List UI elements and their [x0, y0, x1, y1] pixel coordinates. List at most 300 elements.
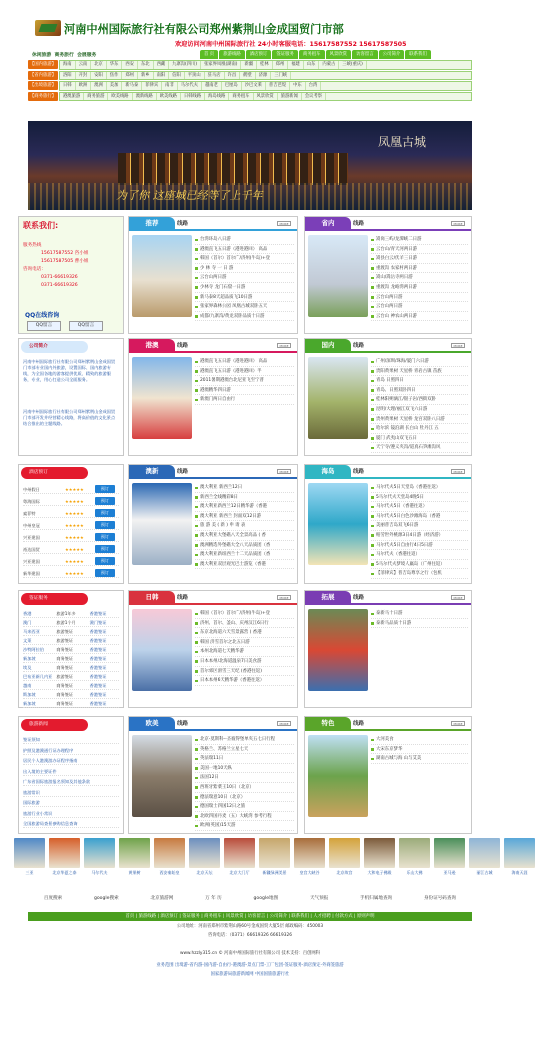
- photo-image: [154, 838, 185, 868]
- more-button[interactable]: MORE: [451, 721, 465, 726]
- route-link[interactable]: 大宋东京梦华: [371, 745, 468, 755]
- quick-link[interactable]: google搜索: [93, 896, 119, 901]
- region-link[interactable]: 新疆: [241, 61, 257, 69]
- news-item[interactable]: 护照及港澳通行证办理程序: [23, 746, 119, 755]
- route-link[interactable]: 天宁寺/遵义夹沟/道真石笋滩沟风: [371, 443, 468, 453]
- nav-scenery[interactable]: 风景欣赏: [326, 50, 352, 59]
- route-link[interactable]: 昆明/大理/丽江双飞六日游: [371, 405, 468, 415]
- route-link[interactable]: 澳大利亚双层观光巴士游览（香港: [195, 560, 294, 570]
- region-link[interactable]: 海南: [60, 61, 76, 69]
- photo-thumb[interactable]: [84, 838, 115, 878]
- route-link[interactable]: 旅 游 美 ( 新 ) 申 请 表: [195, 521, 294, 531]
- region-link[interactable]: 新乡: [138, 72, 154, 80]
- route-link[interactable]: 马尔代夫5日（香港往返）: [371, 502, 468, 512]
- tag-exhibition: 会展服务: [77, 53, 97, 58]
- visa-category: 香港签证: [89, 656, 107, 661]
- section-photo[interactable]: [132, 483, 192, 565]
- route-link[interactable]: 桂林阳朔漓江/银子岩/西街双卧: [371, 395, 468, 405]
- visa-country: 文莱: [23, 638, 32, 643]
- route-link[interactable]: 嵩山/嵩岳寺两日游: [371, 273, 468, 283]
- route-link[interactable]: 马尔代夫（香港往返）: [371, 550, 468, 560]
- route-link[interactable]: 日本本州6天精华游（香港往返）: [195, 676, 294, 686]
- qq-button-1[interactable]: QQ留言: [27, 321, 61, 331]
- region-link[interactable]: 南非: [162, 82, 178, 90]
- section-subtitle: 线路: [353, 221, 365, 227]
- region-link[interactable]: 云南: [76, 61, 92, 69]
- region-label[interactable]: 【国内旅游】: [29, 62, 57, 67]
- route-link[interactable]: 马尔代夫5日天堂岛（香港往返）: [371, 483, 468, 493]
- region-label[interactable]: 【出境旅游】: [29, 83, 57, 89]
- region-link[interactable]: 日韩: [60, 82, 76, 90]
- region-row: [28, 92, 472, 102]
- route-link[interactable]: 贵阳黄果树 天星桥 青岩古镇 苗族: [371, 367, 468, 377]
- hotel-book-button[interactable]: 预订: [95, 485, 115, 493]
- hotel-name[interactable]: 新华建国: [23, 571, 40, 576]
- photo-thumb[interactable]: [469, 838, 500, 878]
- route-link[interactable]: 湖南古城与海 山与艾美: [371, 754, 468, 764]
- route-link[interactable]: 北京-莫斯科--圣彼得堡单夹五七日行程: [195, 735, 294, 745]
- footer-nav[interactable]: 首页 | 旅游线路 | 酒店预订 | 签证服务 | 商务租车 | 风景欣赏 | 访客留言 | 公司简介 | 联系我们 | 人才招聘 | 付款方式 | 原则声明: [28, 912, 472, 921]
- route-link[interactable]: 成都/九寨沟/黄龙双卧品质十日游: [195, 312, 294, 322]
- hotel-stars: ★★★★★: [65, 535, 84, 540]
- photo-thumb[interactable]: [364, 838, 395, 878]
- route-link[interactable]: 少林寺 龙门石窟一日游: [195, 283, 294, 293]
- region-link[interactable]: 旅游新闻: [278, 93, 302, 101]
- region-link[interactable]: 三门峡: [271, 72, 291, 80]
- route-link[interactable]: 西班牙紫菜王10日（北京）: [195, 783, 294, 793]
- photo-thumb[interactable]: [504, 838, 535, 878]
- visa-category: 香港签证: [89, 683, 107, 688]
- region-link[interactable]: 驻马店: [205, 72, 225, 80]
- region-label[interactable]: 【省内旅游】: [29, 72, 57, 78]
- section-tab[interactable]: [305, 217, 351, 230]
- contact-box: [18, 216, 124, 334]
- route-link[interactable]: 韩国（首尔）首尔广/济州(牛岛)+登: [195, 609, 294, 619]
- region-link[interactable]: 三峡(重庆): [339, 61, 367, 69]
- region-link[interactable]: 澳新线路: [133, 93, 157, 101]
- route-link[interactable]: 帕劳世外桃源3日4日游（经济游）: [371, 531, 468, 541]
- region-link[interactable]: 台湾: [306, 82, 322, 90]
- section-tab[interactable]: [305, 717, 351, 730]
- route-link[interactable]: 澳大利亚 新西兰12日: [195, 483, 294, 493]
- route-link[interactable]: 美丽普吉岛双飞6日游: [371, 521, 468, 531]
- banner[interactable]: [28, 121, 472, 210]
- route-link[interactable]: 新马泰8天超品质飞10日游: [195, 293, 294, 303]
- route-link[interactable]: 【菲律宾】普吉岛尊享之行（包机: [371, 569, 468, 579]
- region-link[interactable]: 洛阳: [60, 72, 76, 80]
- section-photo[interactable]: [308, 357, 368, 439]
- photo-thumb[interactable]: [154, 838, 185, 878]
- quick-link[interactable]: 身份证号码查询: [423, 896, 457, 901]
- contact-title: 联系我们:: [23, 221, 59, 230]
- hotel-book-button[interactable]: 预订: [95, 509, 115, 517]
- section-photo[interactable]: [308, 735, 368, 817]
- region-link[interactable]: 会议考察: [302, 93, 326, 101]
- route-link[interactable]: 首尔郊区滑雪三天纪 (香港往返): [195, 667, 294, 677]
- route-link[interactable]: 云台山 神农山两日游: [371, 312, 468, 322]
- more-button[interactable]: MORE: [451, 343, 465, 348]
- visa-row[interactable]: [23, 645, 119, 654]
- route-link[interactable]: 重渡沟 农家村两日游: [371, 264, 468, 274]
- more-button[interactable]: MORE: [277, 595, 291, 600]
- main-nav: [200, 50, 431, 59]
- region-link[interactable]: 风景欣赏: [254, 93, 278, 101]
- nav-about[interactable]: 公司简介: [379, 50, 405, 59]
- hotel-name[interactable]: 中州假日: [23, 487, 40, 492]
- route-link[interactable]: 德法瑞意10日（北京）: [195, 793, 294, 803]
- hotel-book-button[interactable]: 预订: [95, 545, 115, 553]
- more-button[interactable]: MORE: [277, 221, 291, 226]
- visa-row[interactable]: [23, 690, 119, 699]
- region-link[interactable]: 巴厘岛: [222, 82, 242, 90]
- photo-image: [504, 838, 535, 868]
- route-link[interactable]: 韩国（首尔）首尔广/济州(牛岛)+登: [195, 254, 294, 264]
- hotline-text: 欢迎访问河南中州国际旅行社 24小时客服电话：15617587552 15617587505: [175, 41, 407, 48]
- route-link[interactable]: 5马尔代夫天堂岛4晚5日: [371, 493, 468, 503]
- section-tab[interactable]: [305, 339, 351, 352]
- route-link[interactable]: 嵩岗三屿/龙潭峡二日游: [371, 235, 468, 245]
- section-photo[interactable]: [308, 235, 368, 317]
- more-button[interactable]: MORE: [451, 469, 465, 474]
- route-link[interactable]: 港澳直飞五日游（港进港回） 高品: [195, 357, 294, 367]
- section-tab[interactable]: [305, 465, 351, 478]
- route-link[interactable]: 德国瑞士四国12日之旅: [195, 802, 294, 812]
- route-link[interactable]: 港澳直飞五日游（港进港回） 高品: [195, 245, 294, 255]
- photo-thumb[interactable]: [189, 838, 220, 878]
- hotel-book-button[interactable]: 预订: [95, 569, 115, 577]
- hotel-book-button[interactable]: 预订: [95, 557, 115, 565]
- visa-country: 新加坡: [23, 656, 36, 661]
- hotel-name[interactable]: 粤海国际: [23, 499, 40, 504]
- more-button[interactable]: MORE: [451, 221, 465, 226]
- section-photo[interactable]: [132, 357, 192, 439]
- route-link[interactable]: 贵州黄果树 天星桥 龙宫双卧八日游: [371, 415, 468, 425]
- visa-category: 澳门签证: [89, 620, 107, 625]
- region-link[interactable]: 澳洲: [91, 82, 107, 90]
- region-link[interactable]: 美加: [107, 82, 123, 90]
- route-link[interactable]: 马尔代夫5日白色沙滩海岛（香港: [371, 512, 468, 522]
- region-link[interactable]: 九寨沟(四川): [169, 61, 201, 69]
- region-menu: [28, 60, 472, 120]
- nav-visa[interactable]: 签证服务: [272, 50, 298, 59]
- quick-link[interactable]: 北京旅游网: [150, 896, 174, 901]
- region-link[interactable]: 华东: [107, 61, 123, 69]
- visa-row[interactable]: [23, 654, 119, 663]
- route-link[interactable]: 日本本州/北海道温泉7日美食游: [195, 657, 294, 667]
- route-link[interactable]: 新澳门两日自由行: [195, 395, 294, 405]
- route-link[interactable]: 澳洲精选外堡礁大全八天品质团（香: [195, 541, 294, 551]
- route-link[interactable]: 英法瑞11日: [195, 754, 294, 764]
- visa-type: 旅游1年多: [56, 611, 76, 616]
- banner-slogan: 为了你 这座城已经等了上千年: [116, 189, 263, 202]
- route-link[interactable]: 港澳精华四日游: [195, 386, 294, 396]
- photo-image: [189, 838, 220, 868]
- region-items: [59, 60, 472, 70]
- visa-title: 签证服务: [21, 593, 88, 605]
- photo-image: [119, 838, 150, 868]
- hotel-row: [23, 557, 119, 566]
- nav-home[interactable]: 首 页: [200, 50, 218, 59]
- visa-row[interactable]: [23, 627, 119, 636]
- region-link[interactable]: 桂林: [257, 61, 273, 69]
- route-link[interactable]: 云台山/青天河两日游: [371, 245, 468, 255]
- region-link[interactable]: 焦作: [107, 72, 123, 80]
- region-link[interactable]: 郑州: [122, 72, 138, 80]
- section-subtitle: 线路: [177, 721, 189, 727]
- hotel-book-button[interactable]: 预订: [95, 533, 115, 541]
- section-subtitle: 线路: [353, 469, 365, 475]
- photo-thumb[interactable]: [119, 838, 150, 878]
- route-link[interactable]: 新西兰全线精彩8日: [195, 493, 294, 503]
- section-ts: [304, 716, 472, 834]
- route-link[interactable]: 广州/深圳/珠海/厦门六日游: [371, 357, 468, 367]
- visa-row[interactable]: [23, 618, 119, 627]
- nav-hotel[interactable]: 酒店预订: [246, 50, 272, 59]
- route-link[interactable]: 云台山两日游: [371, 302, 468, 312]
- region-link[interactable]: 许昌: [225, 72, 241, 80]
- region-link[interactable]: 欧洲: [76, 82, 92, 90]
- region-link[interactable]: 商务旅游: [84, 93, 108, 101]
- region-link[interactable]: 日韩线路: [181, 93, 205, 101]
- route-link[interactable]: 少 林 寺 一 日 游: [195, 264, 294, 274]
- route-link[interactable]: 韩国 济雪首尔之北五日游: [195, 638, 294, 648]
- region-link[interactable]: 济源: [256, 72, 272, 80]
- section-photo[interactable]: [308, 609, 368, 691]
- route-link[interactable]: 东京北海道六天雪景露营 ( 香港: [195, 628, 294, 638]
- region-link[interactable]: 郑州: [273, 61, 289, 69]
- region-link[interactable]: 欧美线路: [108, 93, 132, 101]
- news-item[interactable]: 出入境的主要证件: [23, 767, 119, 776]
- route-link[interactable]: 马尔代夫5日自由行4日5日游: [371, 541, 468, 551]
- qq-button-2[interactable]: QQ留言: [69, 321, 103, 331]
- region-link[interactable]: 港澳旅游: [60, 93, 84, 101]
- intro-title: 公司简介: [21, 341, 88, 353]
- visa-row[interactable]: [23, 699, 119, 708]
- photo-thumb[interactable]: [329, 838, 360, 878]
- section-subtitle: 线路: [353, 343, 365, 349]
- region-label[interactable]: 【商务旅行】: [29, 93, 57, 99]
- route-link[interactable]: 法国12日: [195, 773, 294, 783]
- footer-links[interactable]: 国家旅游局旅游新闻网 中国国旅旅游行社: [210, 972, 290, 977]
- route-link[interactable]: 澳大利亚新纽西兰十二天品质团（香: [195, 550, 294, 560]
- photo-thumb[interactable]: [49, 838, 80, 878]
- region-link[interactable]: 马尔代夫: [178, 82, 202, 90]
- region-link[interactable]: 福建: [288, 61, 304, 69]
- region-row: [28, 71, 472, 81]
- visa-row[interactable]: [23, 681, 119, 690]
- section-rh: [128, 590, 298, 708]
- footer-copyright: www.hzzly315.cn © 河南中州国际旅行社有限公司 技术支持：百创网科: [179, 951, 321, 956]
- visa-row[interactable]: [23, 672, 119, 681]
- route-list: [371, 235, 468, 321]
- quick-link[interactable]: 天气预报: [309, 896, 329, 901]
- photo-caption: 皇宫大峡谷: [299, 870, 320, 875]
- section-tab[interactable]: [129, 339, 175, 352]
- route-link[interactable]: 澳大利亚新西兰12日精华游（香港: [195, 502, 294, 512]
- more-button[interactable]: MORE: [277, 343, 291, 348]
- hotel-title: 酒店预订: [21, 467, 88, 479]
- section-tab[interactable]: [129, 717, 175, 730]
- region-items: [59, 92, 472, 102]
- photo-thumb[interactable]: [434, 838, 465, 878]
- region-link[interactable]: 菲律宾: [142, 82, 162, 90]
- news-item[interactable]: 签证须知: [23, 735, 119, 744]
- news-item[interactable]: 全国旅游局查景参购信息查询: [23, 819, 119, 828]
- section-tz: [304, 590, 472, 708]
- region-link[interactable]: 山东: [304, 61, 320, 69]
- route-link[interactable]: 张家界森林公园 凤凰古城双卧五天: [195, 302, 294, 312]
- visa-row[interactable]: [23, 609, 119, 618]
- region-link[interactable]: 欧美线路: [157, 93, 181, 101]
- route-link[interactable]: 台湾环岛八日游: [195, 235, 294, 245]
- photo-thumb[interactable]: [259, 838, 290, 878]
- section-photo[interactable]: [132, 609, 192, 691]
- route-link[interactable]: 本州北海道七天精华游: [195, 647, 294, 657]
- route-link[interactable]: 济州、首尔、釜山、庆州汉江6日行: [195, 619, 294, 629]
- visa-row[interactable]: [23, 663, 119, 672]
- banner-buildings: [118, 153, 348, 185]
- route-link[interactable]: 英格兰、苏格兰立星七天: [195, 745, 294, 755]
- region-link[interactable]: 西藏: [154, 61, 170, 69]
- section-ax: [128, 464, 298, 584]
- section-tab[interactable]: [129, 465, 175, 478]
- region-link[interactable]: 开封: [76, 72, 92, 80]
- region-link[interactable]: 中东: [290, 82, 306, 90]
- route-link[interactable]: 云台山两日游: [371, 293, 468, 303]
- nav-routes[interactable]: 旅游线路: [219, 50, 245, 59]
- tag-leisure: 休闲旅游: [32, 53, 52, 58]
- route-link[interactable]: 5马尔代夫梦境人赢岛（广州往返）: [371, 560, 468, 570]
- photo-thumb[interactable]: [14, 838, 45, 878]
- more-button[interactable]: MORE: [277, 469, 291, 474]
- photo-thumb[interactable]: [399, 838, 430, 878]
- route-list: [371, 483, 468, 579]
- section-photo[interactable]: [132, 735, 192, 817]
- more-button[interactable]: MORE: [277, 721, 291, 726]
- hotel-stars: ★★★★★: [65, 523, 84, 528]
- quick-link[interactable]: google地图: [253, 896, 279, 901]
- photo-thumb[interactable]: [224, 838, 255, 878]
- photo-thumb[interactable]: [294, 838, 325, 878]
- region-row: [28, 81, 472, 91]
- quick-link[interactable]: 手机归属地查询: [360, 896, 393, 901]
- photo-caption: 丽江古城: [476, 870, 493, 875]
- region-link[interactable]: 海岛线路: [205, 93, 229, 101]
- region-link[interactable]: 南阳: [154, 72, 170, 80]
- section-tab[interactable]: [129, 591, 175, 604]
- hotel-name[interactable]: 裕达国贸: [23, 547, 40, 552]
- section-tab[interactable]: [129, 217, 175, 230]
- section-tab[interactable]: [305, 591, 351, 604]
- hotel-name[interactable]: 兴亚建国: [23, 535, 40, 540]
- region-link[interactable]: 西安: [122, 61, 138, 69]
- region-link[interactable]: 商务租车: [229, 93, 253, 101]
- hotel-name[interactable]: 索菲特: [23, 511, 36, 516]
- hotel-name[interactable]: 中州皇冠: [23, 523, 40, 528]
- news-item[interactable]: 旅游常识: [23, 788, 119, 797]
- route-link[interactable]: 重渡沟 龙峪湾两日游: [371, 283, 468, 293]
- region-link[interactable]: 普吉芭堤: [266, 82, 290, 90]
- section-oz: [128, 716, 298, 834]
- section-photo[interactable]: [308, 483, 368, 565]
- region-link[interactable]: 沙巴文莱: [242, 82, 266, 90]
- route-link[interactable]: 美国一地10天纵: [195, 764, 294, 774]
- hotel-stars: ★★★★★: [65, 547, 84, 552]
- visa-country: 越南: [23, 683, 32, 688]
- region-link[interactable]: 东北: [138, 61, 154, 69]
- section-ga: [128, 338, 298, 456]
- hotel-book-button[interactable]: 预订: [95, 521, 115, 529]
- visa-type: 商务签证: [56, 692, 74, 697]
- route-link[interactable]: 青岛、日照双卧四日: [371, 386, 468, 396]
- route-link[interactable]: 哈尔滨 镜泊湖 长白山 牡丹江 五: [371, 424, 468, 434]
- hotel-name[interactable]: 兴亚建国: [23, 559, 40, 564]
- news-item[interactable]: 居民个人港澳游办证程序指南: [23, 756, 119, 765]
- region-link[interactable]: 信阳: [169, 72, 185, 80]
- visa-country: 新加坡: [23, 701, 36, 706]
- route-link[interactable]: 泰新马十日游: [371, 609, 468, 619]
- photo-image: [224, 838, 255, 868]
- region-link[interactable]: 新马泰: [122, 82, 142, 90]
- visa-category: 香港签证: [89, 701, 107, 706]
- region-link[interactable]: 鹤壁: [240, 72, 256, 80]
- route-link[interactable]: 港澳直飞五日游（港进港回）半: [195, 367, 294, 377]
- route-link[interactable]: 欧洲(英国)15天游: [195, 821, 294, 831]
- hotel-row: [23, 497, 119, 506]
- hotel-stars: ★★★★★: [65, 499, 84, 504]
- nav-car[interactable]: 商务租车: [299, 50, 325, 59]
- hotel-book-button[interactable]: 预订: [95, 497, 115, 505]
- news-box: [18, 716, 124, 834]
- quick-link[interactable]: 万 年 历: [205, 896, 222, 901]
- route-link[interactable]: 澳大利亚大堡礁八天全景高品 ( 香: [195, 531, 294, 541]
- news-item[interactable]: 旅游行业小常识: [23, 809, 119, 818]
- nav-guestbook[interactable]: 访客留言: [352, 50, 378, 59]
- region-link[interactable]: 张家界凤凰(湖南): [201, 61, 241, 69]
- company-logo[interactable]: [35, 20, 61, 36]
- hotel-row: [23, 569, 119, 578]
- intro-text-2: 河南中州国际旅行社有限公司郑州紫荆山金成国贸门市部开发并经营精心线路，将高价值的文化景点结合推出的主题线路。: [23, 409, 116, 426]
- route-link[interactable]: 青岛 日照四日: [371, 376, 468, 386]
- news-item[interactable]: 国际旅游: [23, 798, 119, 807]
- quick-link[interactable]: 百度搜索: [43, 896, 63, 901]
- photo-image: [294, 838, 325, 868]
- region-link[interactable]: 内蒙古: [319, 61, 339, 69]
- route-link[interactable]: 云台山两日游: [195, 273, 294, 283]
- region-link[interactable]: 安阳: [91, 72, 107, 80]
- route-link[interactable]: 厦门 武夷山双飞五日: [371, 434, 468, 444]
- region-link[interactable]: 北京: [91, 61, 107, 69]
- banner-title: 凤凰古城: [378, 135, 427, 149]
- section-photo[interactable]: [132, 235, 192, 317]
- footer-keywords[interactable]: 业务范围 出境游-省内游-国内游-自由行-港澳游-景点门票-工厂包团-签证服务-酒店预定-外商签旅游: [156, 963, 344, 968]
- region-link[interactable]: 越南老: [202, 82, 222, 90]
- route-link[interactable]: 北欧四国丹麦（五）大峡湾 参考行程: [195, 812, 294, 822]
- route-link[interactable]: 嵩县白云/伏羊三日游: [371, 254, 468, 264]
- route-link[interactable]: 2011暑期港澳台北尼亚飞至宁普: [195, 376, 294, 386]
- visa-row[interactable]: [23, 636, 119, 645]
- route-link[interactable]: 澳大利亚 新西兰 封面双12日游: [195, 512, 294, 522]
- visa-type: 旅游签证: [56, 629, 74, 634]
- nav-contact[interactable]: 联系我们: [405, 50, 431, 59]
- section-subtitle: 线路: [177, 221, 189, 227]
- news-item[interactable]: 广东省国际旅游报名须知及其他条款: [23, 777, 119, 786]
- hotel-stars: ★★★★★: [65, 487, 84, 492]
- route-link[interactable]: 泰新马品质十日游: [371, 619, 468, 629]
- region-link[interactable]: 平顶山: [185, 72, 205, 80]
- more-button[interactable]: MORE: [451, 595, 465, 600]
- route-link[interactable]: 大河美食: [371, 735, 468, 745]
